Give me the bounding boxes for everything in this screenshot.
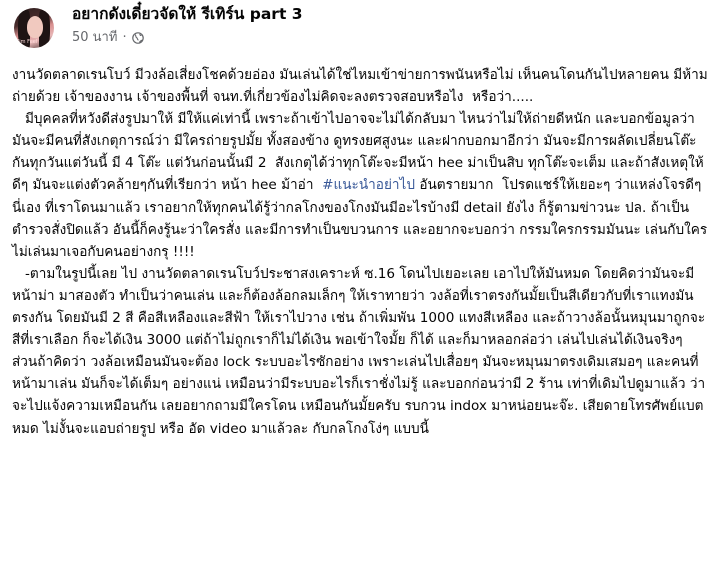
globe-icon[interactable] (132, 32, 144, 44)
post-header (14, 4, 303, 48)
post-timestamp[interactable]: 50 นาที (72, 30, 118, 45)
post-body (12, 64, 712, 440)
separator-dot: · (122, 30, 127, 45)
avatar[interactable] (14, 8, 54, 48)
post-paragraph-3: -ตามในรูปนี้เลย ไป งานวัดตลาดเรนโบว์ประชาสงเคราะห์ ซ.16 โดนไปเยอะเลย เอาไปให้มันหมด โดยคิดว่ามันจะมีหน้าม่า มาสองตัว ทำเป็นว่าคนเล่น และก็ต้องล้อกลมเล็กๆ ให้เราทายว่า วงล้อที่เราตรงกันมั้ยเป็นสีเดียวกับที่เราแทงมันตรงกัน โดยมันมี 2 สี คือสีเหลืองและสีฟ้า ให้เราไปวาง เช่น ถ้าเพิ่มพัน 1000 แทงสีเหลือง และถ้าวางล้อนั้นหมุนมาถูกจะสีที่เราเลือก ก็จะได้เงิน 3000 แต่ถ้าไม่ถูกเราก็ไม่ได้เงิน พอเข้าใจมั้ย ก็ได้ และก็มาหลอกล่อว่า เล่นไปเล่นได้เงินจริงๆ ส่วนถ้าคิดว่า วงล้อเหมือนมันจะต้อง lock ระบบอะไรซักอย่าง เพราะเล่นไปเสื่อยๆ มันจะหมุนมาตรงเดิมเสมอๆ และคนที่หน้ามาเล่น มันก็จะได้เต็มๆ อย่างแน่ เหมือนว่ามีระบบอะไรก็เราชั่งไม่รู้ และบอกก่อนว่ามี 2 ร้าน เท่าที่เดิมไปดูมาแล้ว ว่าจะไปแจ้งความเหมือนกัน เลยอยากถามมีใครโดน เหมือนกันมั้ยครับ รบกวน indox มาหน่อยนะจ๊ะ. เสียดายโทรศัพย์แบตหมด ไม่งั้นจะแอบถ่ายรูป หรือ อัด video มาแล้วละ กับกลโกงโง่ๆ แบบนี้ (12, 265, 706, 437)
post-meta (72, 4, 303, 46)
post-paragraph-1: งานวัดตลาดเรนโบว์ มีวงล้อเสี่ยงโชคด้วยอ่อง มันเล่นได้ใช่ไหมเข้าข่ายการพนันหรือไม่ เห็นคนโดนกันไปหลายคน มีห้ามถ่ายด้วย เจ้าของงาน เจ้าของพื้นที่ จนท.ที่เกี่ยวข้องไม่คิดจะลงตรวจสอบหรือไง หรือว่า..... (12, 67, 708, 106)
hashtag-link[interactable]: #แนะนำอย่าไป (322, 177, 416, 194)
avatar-caption: Kim Feel (16, 39, 38, 45)
post-paragraph-2 (12, 108, 712, 263)
post-subline (72, 30, 303, 46)
group-name-link[interactable]: อยากดังเดี๋ยวจัดให้ รีเทิร์น part 3 (72, 5, 303, 23)
post-paragraph-2-text-b: อันตรายมาก โปรดแชร์ให้เยอะๆ ว่าแหล่งโจรดีๆนี่เอง ที่เราโดนมาแล้ว เราอยากให้ทุกคนได้รู้ว่ากลโกงของโกงมันมีอะไรบ้างมี detail ยังไง ก็รู้ตามข่าวนะ ปล. ถ้าเป็นตำรวจสั่งปิดแล้ว อันนี้ก็คงรู้นะว่าใครสั่ง และมีการทำเป็นขบวนการ และอยากจะบอกว่า กรรมใครกรรมมันนะ เล่นกับใครไม่เล่นมาเจอกับคนอย่างกรุ !!!! (12, 177, 708, 260)
avatar-face (27, 16, 43, 38)
post-paragraph-2-text-a: มีบุคคลที่หวังดีส่งรูปมาให้ มีให้แค่เท่านี้ เพราะถ้าเข้าไปอาจจะไม่ได้กลับมา ไหนว่าไม่ให้ถ่ายดีหนัก และบอกข้อมูลว่า มันจะมีคนที่สังเกตุการณ์ว่า มีใครถ่ายรูปมั้ย ทั้งสองข้าง ดูทรงยศสูงนะ และฝากบอกมาอีกว่า มันจะมีการผลัดเปลี่ยนโต๊ะกันทุกวันแต่วันนี้ มี 4 โต๊ะ แต่วันก่อนนั้นมี 2 สังเกตุได้ว่าทุกโต๊ะจะมีหน้า hee ม่าเป็นสิบ ทุกโต๊ะจะเต็ม และถ้าสังเหตุให้ดีๆ มันจะแต่งตัวคล้ายๆกันที่เรียกว่า หน้า hee ม้าอ่า (12, 111, 704, 194)
